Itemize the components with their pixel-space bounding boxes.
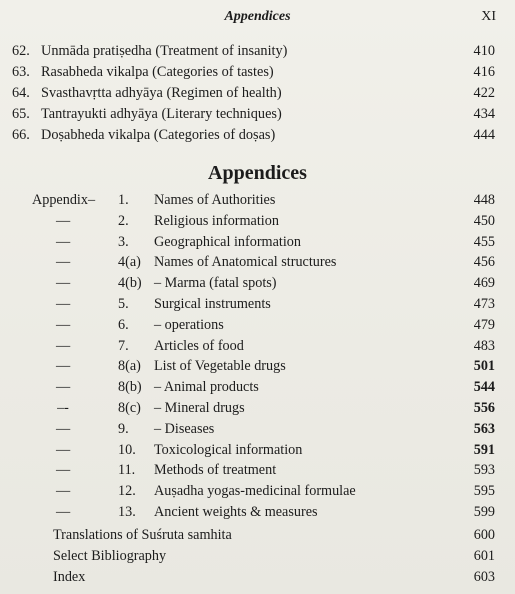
appendix-title: Religious information (154, 212, 279, 229)
appendix-entry[interactable] (0, 440, 515, 461)
appendix-page: 479 (473, 316, 495, 333)
appendix-page: 595 (473, 483, 495, 500)
appendix-page: 593 (473, 462, 495, 479)
appendix-entry[interactable] (0, 356, 515, 377)
ditto-dash: — (56, 441, 71, 458)
appendix-number: 10. (118, 441, 136, 458)
appendix-page: 455 (473, 233, 495, 250)
chapter-page: 416 (473, 64, 495, 80)
entry-title: Select Bibliography (53, 548, 167, 564)
appendices-heading: Appendices (208, 162, 307, 184)
chapter-title: Tantrayukti adhyāya (Literary techniques) (41, 106, 282, 122)
appendix-title: Ancient weights & measures (154, 503, 318, 520)
appendix-page: 556 (473, 399, 495, 416)
toc-entry[interactable] (0, 83, 515, 104)
appendix-page: 473 (473, 295, 495, 312)
appendix-number: 4(b) (118, 275, 142, 292)
appendix-title: Names of Anatomical structures (154, 254, 337, 271)
appendix-title: – Animal products (154, 379, 259, 396)
appendix-title: Surgical instruments (154, 295, 271, 312)
appendix-entry[interactable] (0, 502, 515, 523)
running-title: Appendices (224, 9, 291, 24)
appendix-number: 1. (118, 192, 129, 208)
chapter-title: Doṣabheda vikalpa (Categories of doṣas) (41, 127, 276, 143)
appendix-number: 13. (118, 503, 136, 520)
ditto-dash: — (56, 462, 71, 479)
appendix-title: Auṣadha yogas-medicinal formulae (154, 483, 356, 500)
ditto-dash: — (56, 316, 71, 333)
chapter-page: 422 (473, 85, 495, 101)
appendix-entry[interactable] (0, 336, 515, 357)
appendix-page: 448 (473, 192, 495, 208)
chapter-page: 444 (473, 127, 495, 143)
appendix-entry[interactable] (0, 419, 515, 440)
appendix-number: 3. (118, 233, 129, 250)
appendix-title: – operations (154, 316, 224, 333)
appendix-entry[interactable] (0, 315, 515, 336)
appendix-page: 501 (473, 358, 495, 375)
chapter-title: Rasabheda vikalpa (Categories of tastes) (41, 64, 274, 80)
appendix-entry[interactable] (0, 232, 515, 253)
appendix-entry[interactable] (0, 190, 515, 211)
toc-entry[interactable] (0, 62, 515, 83)
appendix-entry[interactable] (0, 377, 515, 398)
ditto-dash: — (56, 358, 71, 375)
entry-title: Translations of Suśruta samhita (53, 527, 232, 543)
ditto-dash: — (56, 233, 71, 250)
chapter-number: 63. (12, 64, 30, 80)
appendix-number: 6. (118, 316, 129, 333)
toc-entry[interactable] (0, 41, 515, 62)
appendix-entry[interactable] (0, 398, 515, 419)
appendix-title: – Mineral drugs (154, 399, 245, 416)
appendix-number: 2. (118, 212, 129, 229)
chapter-number: 64. (12, 85, 30, 101)
appendix-entry[interactable] (0, 481, 515, 502)
entry-page: 600 (473, 527, 495, 543)
appendix-page: 591 (473, 441, 495, 458)
appendix-number: 9. (118, 420, 129, 437)
toc-entry[interactable] (0, 546, 515, 567)
chapter-title: Svasthavṛtta adhyāya (Regimen of health) (41, 85, 282, 101)
appendix-title: List of Vegetable drugs (154, 358, 286, 375)
running-head (0, 7, 515, 27)
entry-page: 603 (473, 569, 495, 585)
appendix-number: 7. (118, 337, 129, 354)
appendix-page: 599 (473, 503, 495, 520)
chapter-page: 434 (473, 106, 495, 122)
appendix-entry[interactable] (0, 252, 515, 273)
ditto-dash: — (56, 275, 71, 292)
appendix-title: Toxicological information (154, 441, 303, 458)
toc-entry[interactable] (0, 525, 515, 546)
chapter-number: 65. (12, 106, 30, 122)
toc-entry[interactable] (0, 104, 515, 125)
chapter-number: 66. (12, 127, 30, 143)
ditto-dash: — (56, 337, 71, 354)
appendix-page: 544 (473, 379, 495, 396)
appendix-entry[interactable] (0, 273, 515, 294)
appendix-number: 4(a) (118, 254, 141, 271)
ditto-dash: –- (57, 399, 69, 416)
appendix-number: 11. (118, 462, 136, 479)
appendix-entry[interactable] (0, 294, 515, 315)
chapter-page: 410 (473, 43, 495, 59)
appendix-page: 450 (473, 212, 495, 229)
ditto-dash: — (56, 212, 71, 229)
toc-entry[interactable] (0, 125, 515, 146)
appendix-title: – Diseases (154, 420, 215, 437)
ditto-dash: — (56, 295, 71, 312)
chapter-number: 62. (12, 43, 30, 59)
appendix-number: 5. (118, 295, 129, 312)
ditto-dash: — (56, 379, 71, 396)
chapter-title: Unmāda pratiṣedha (Treatment of insanity) (41, 43, 288, 59)
appendix-page: 563 (473, 420, 495, 437)
appendix-number: 8(b) (118, 379, 142, 396)
appendix-page: 483 (473, 337, 495, 354)
ditto-dash: — (56, 503, 71, 520)
appendix-title: Articles of food (154, 337, 244, 354)
appendix-page: 456 (473, 254, 495, 271)
appendix-page: 469 (473, 275, 495, 292)
appendix-number: 8(c) (118, 399, 141, 416)
toc-entry[interactable] (0, 567, 515, 588)
closing-list (0, 525, 515, 588)
appendix-title: Names of Authorities (154, 192, 276, 208)
ditto-dash: — (56, 483, 71, 500)
entry-page: 601 (473, 548, 495, 564)
appendix-number: 8(a) (118, 358, 141, 375)
appendix-prefix: Appendix– (32, 192, 96, 208)
appendix-title: Methods of treatment (154, 462, 277, 479)
ditto-dash: — (56, 254, 71, 271)
appendix-list (0, 190, 515, 523)
appendix-number: 12. (118, 483, 136, 500)
ditto-dash: — (56, 420, 71, 437)
chapter-list (0, 41, 515, 146)
entry-title: Index (53, 569, 86, 585)
appendix-title: – Marma (fatal spots) (154, 275, 277, 292)
appendix-entry[interactable] (0, 211, 515, 232)
appendix-title: Geographical information (154, 233, 301, 250)
page-number: XI (481, 9, 496, 24)
appendix-entry[interactable] (0, 460, 515, 481)
